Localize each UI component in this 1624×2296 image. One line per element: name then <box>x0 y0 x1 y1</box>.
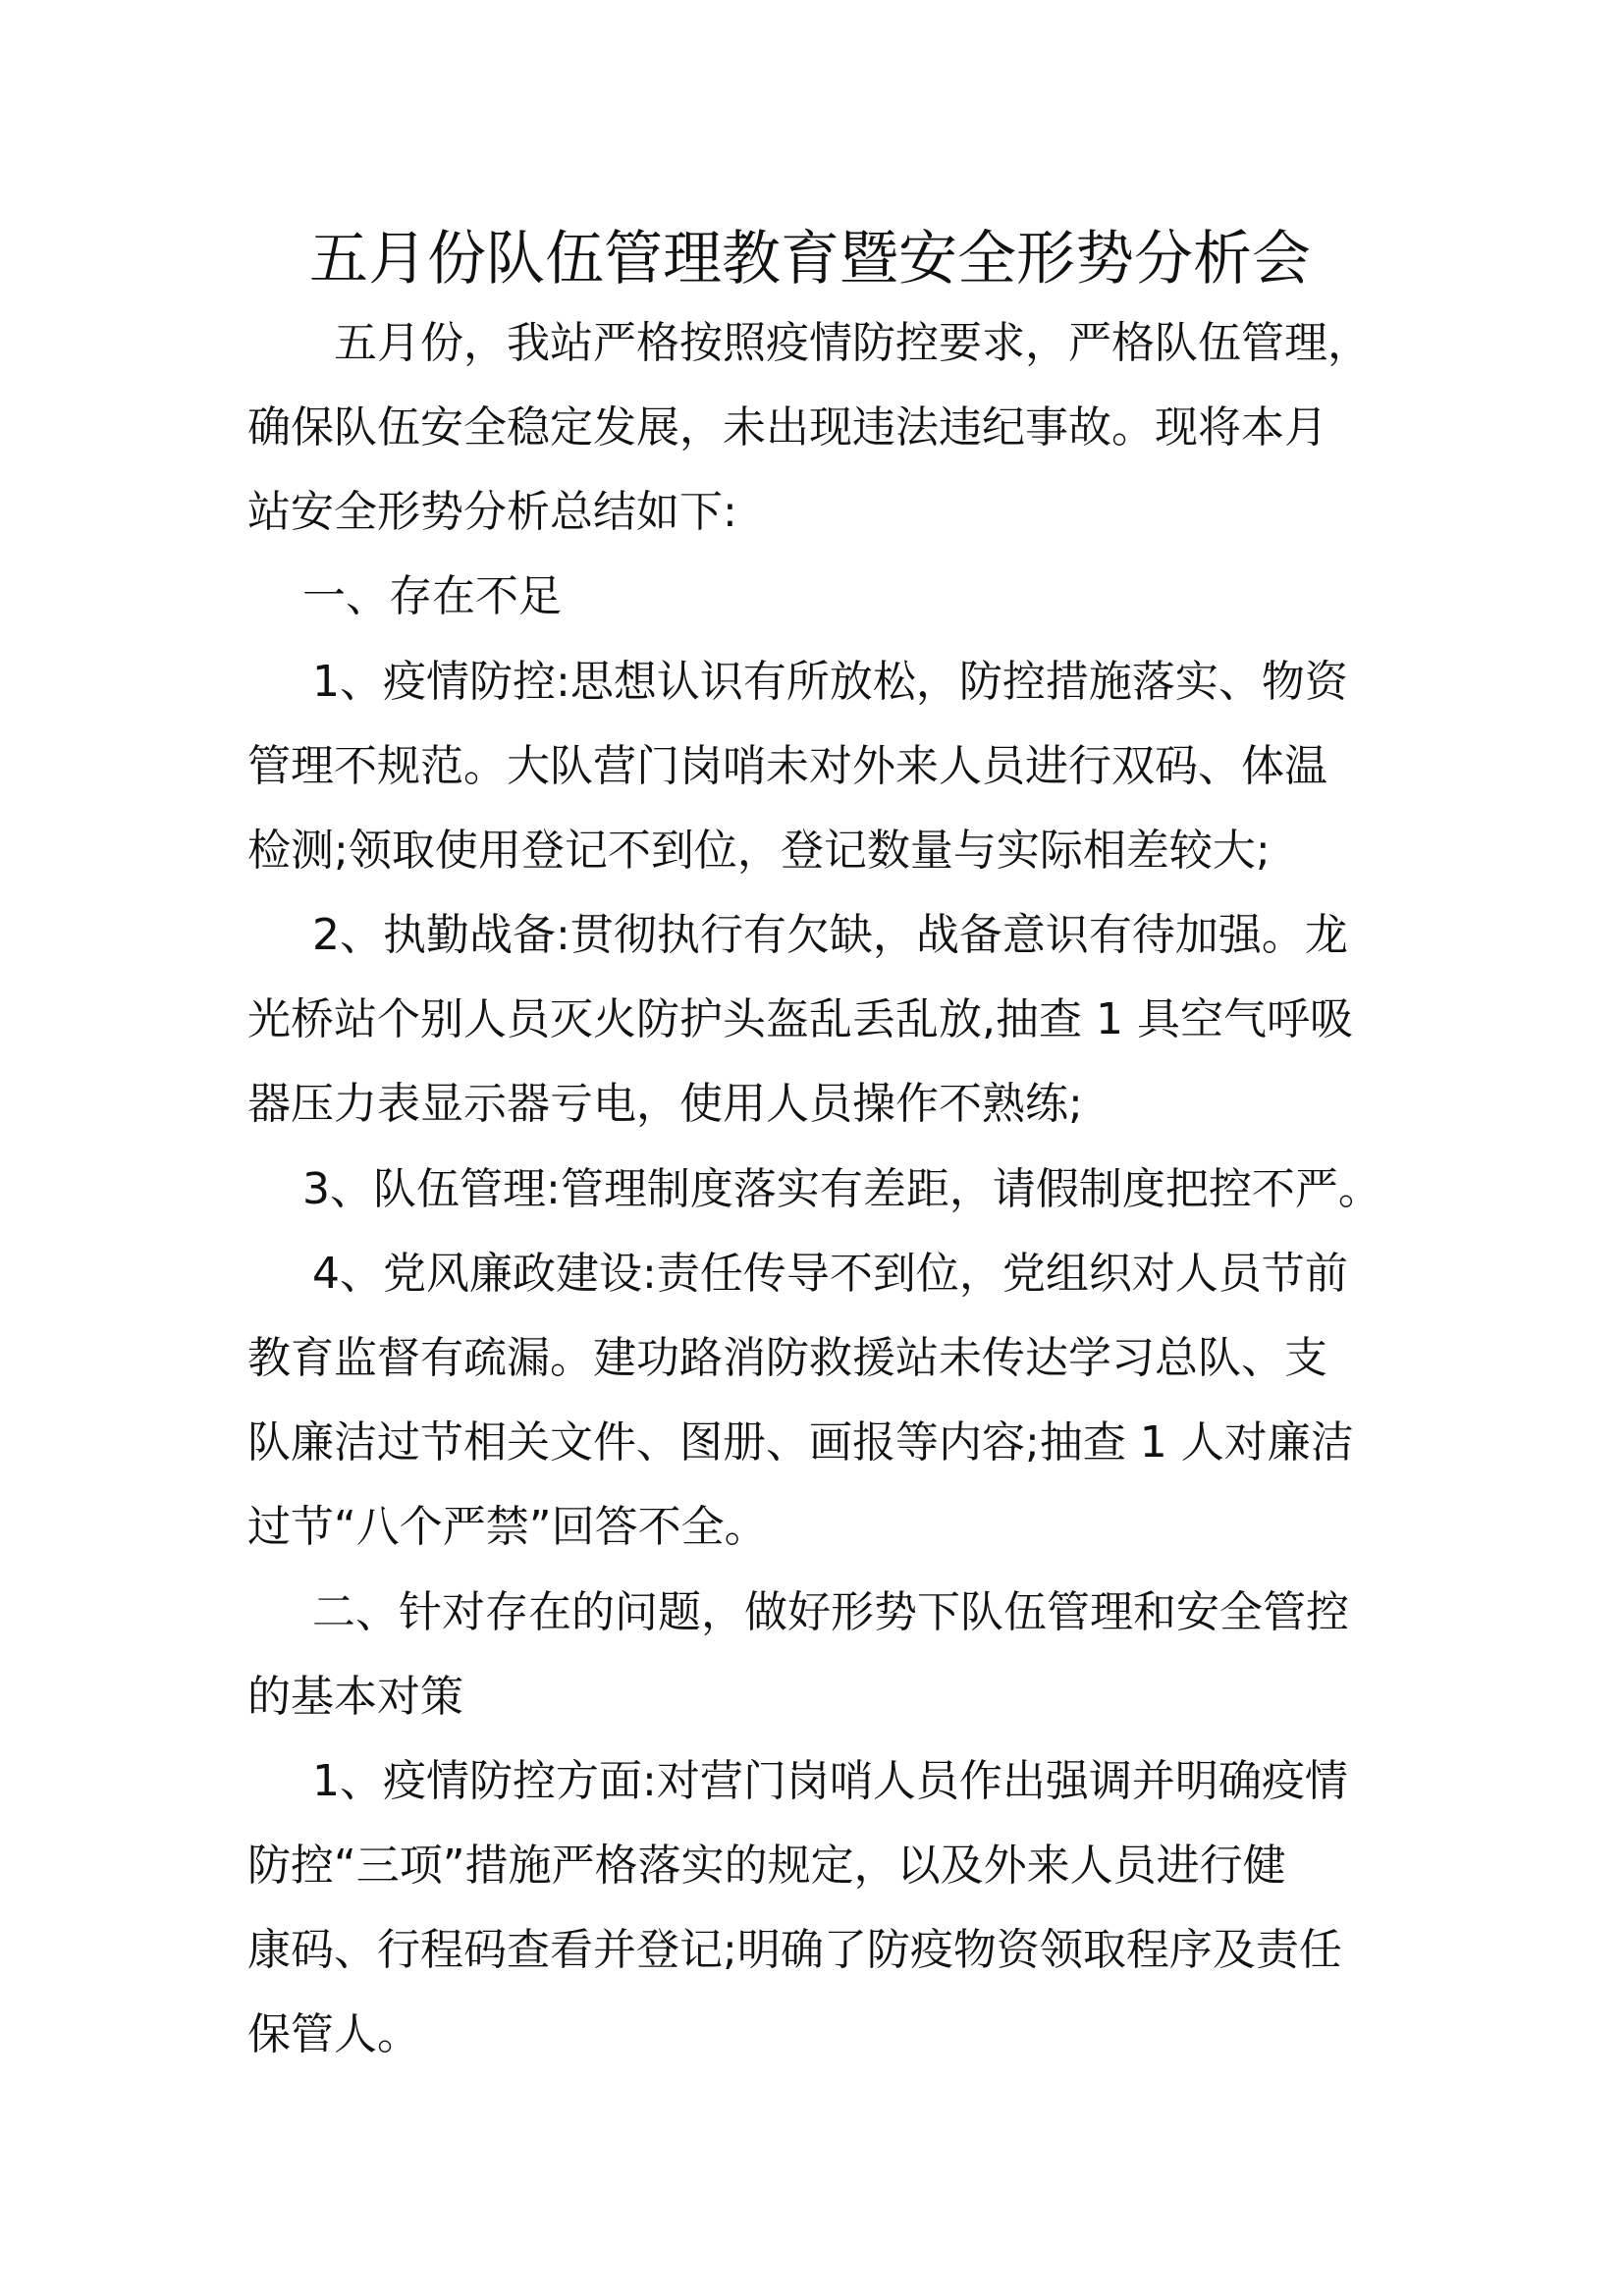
body-line: 过节“八个严禁”回答不全。 <box>247 1502 768 1552</box>
section-heading: 二、针对存在的问题，做好形势下队伍管理和安全管控 <box>312 1587 1349 1637</box>
body-line: 光桥站个别人员灭火防护头盔乱丢乱放,抽查 1 具空气呼吸 <box>247 994 1353 1044</box>
body-line: 教育监督有疏漏。建功路消防救援站未传达学习总队、支 <box>247 1333 1327 1383</box>
body-line: 3、队伍管理:管理制度落实有差距，请假制度把控不严。 <box>302 1164 1381 1214</box>
section-heading: 的基本对策 <box>247 1672 463 1722</box>
body-line: 保管人。 <box>247 2009 420 2059</box>
body-line: 站安全形势分析总结如下: <box>247 487 737 537</box>
body-line: 队廉洁过节相关文件、图册、画报等内容;抽查 1 人对廉洁 <box>247 1417 1354 1468</box>
body-line: 检测;领取使用登记不到位，登记数量与实际相差较大; <box>247 826 1271 876</box>
body-line: 1、疫情防控:思想认识有所放松，防控措施落实、物资 <box>312 657 1348 707</box>
section-heading: 一、存在不足 <box>302 571 562 621</box>
body-line: 1、疫情防控方面:对营门岗哨人员作出强调并明确疫情 <box>312 1756 1348 1806</box>
document-title: 五月份队伍管理教育暨安全形势分析会 <box>309 225 1311 294</box>
body-line: 五月份，我站严格按照疫情防控要求，严格队伍管理， <box>334 318 1371 368</box>
body-line: 确保队伍安全稳定发展，未出现违法违纪事故。现将本月 <box>247 402 1327 453</box>
body-line: 管理不规范。大队营门岗哨未对外来人员进行双码、体温 <box>247 741 1327 791</box>
body-line: 2、执勤战备:贯彻执行有欠缺，战备意识有待加强。龙 <box>312 910 1348 960</box>
body-line: 防控“三项”措施严格落实的规定，以及外来人员进行健 <box>247 1841 1286 1891</box>
body-line: 4、党风廉政建设:责任传导不到位，党组织对人员节前 <box>312 1249 1348 1299</box>
body-line: 康码、行程码查看并登记;明确了防疫物资领取程序及责任 <box>247 1925 1342 1975</box>
body-line: 器压力表显示器亏电，使用人员操作不熟练; <box>247 1079 1083 1129</box>
